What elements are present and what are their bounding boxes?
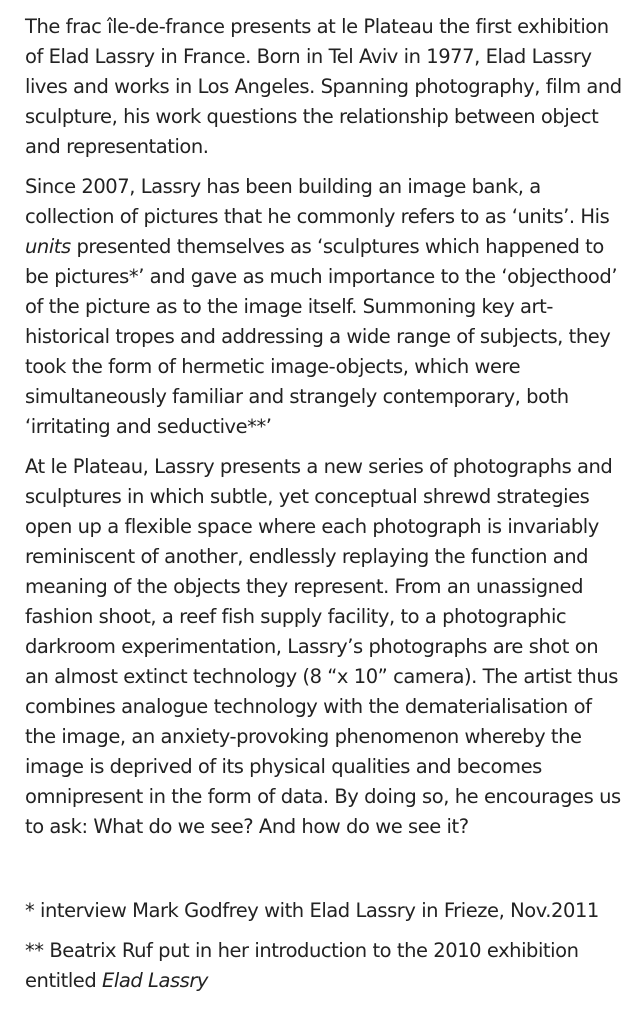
paragraph-image-bank-rest: presented themselves as ‘sculptures which happened to be pictures*’ and gave as much importance to the ‘objecthood’ of the picture as to the image itself. Summoning key art-historical tropes and addressing a wide range of subjects, they took the form of hermetic image-objects, which were simultaneously familiar and strangely contemporary, both ‘irritating and seductive**’ [25, 235, 618, 438]
footnote-interview: * interview Mark Godfrey with Elad Lassry in Frieze, Nov.2011 [25, 899, 599, 922]
units-term: units [25, 235, 71, 258]
article-body [25, 12, 625, 1006]
exhibition-title: Elad Lassry [102, 969, 209, 992]
paragraph-exhibition: At le Plateau, Lassry presents a new series of photographs and sculptures in which subtle, yet conceptual shrewd strategies open up a flexible space where each photograph is invariably reminiscent of another, endlessly replaying the function and meaning of the objects they represent. From an unassigned fashion shoot, a reef fish supply facility, to a photographic darkroom experimentation, Lassry’s photographs are shot on an almost extinct technology (8 “x 10” camera). The artist thus combines analogue technology with the dematerialisation of the image, an anxiety-provoking phenomenon whereby the image is deprived of its physical qualities and becomes omnipresent in the form of data. By doing so, he encourages us to ask: What do we see? And how do we see it? [25, 455, 621, 838]
paragraph-intro: The frac île-de-france presents at le Plateau the first exhibition of Elad Lassry in France. Born in Tel Aviv in 1977, Elad Lassry lives and works in Los Angeles. Spanning photography, film and sculpture, his work questions the relationship between object and representation. [25, 15, 622, 158]
paragraph-image-bank-start: Since 2007, Lassry has been building an image bank, a collection of pictures that he commonly refers to as ‘units’. His [25, 175, 610, 228]
footnote-ruf [25, 936, 625, 996]
paragraph-image-bank [25, 172, 625, 442]
footnote-ruf-text: ** Beatrix Ruf put in her introduction to the 2010 exhibition entitled [25, 939, 579, 992]
footnote-spacer [25, 852, 625, 896]
